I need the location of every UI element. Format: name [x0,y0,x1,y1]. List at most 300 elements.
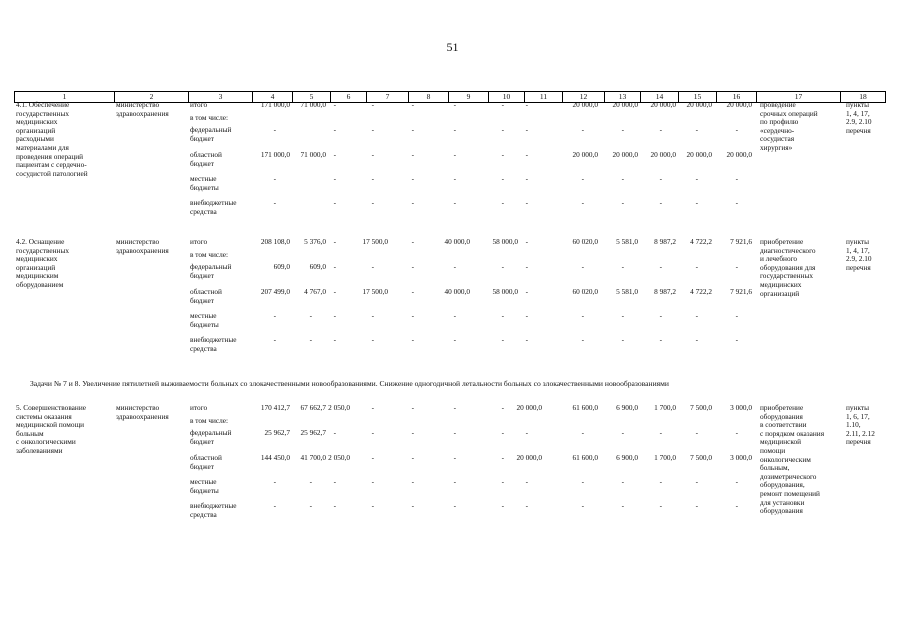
cell-regional-col-9: - [453,150,456,159]
row-3-name-line: с онкологическими [16,437,76,447]
row-2-executor-line: министерство [116,237,160,246]
cell-offbudget-col-6: - [333,335,336,344]
cell-offbudget-col-6: - [333,198,336,207]
cell-federal-col-8: - [411,428,414,437]
cell-local-col-14: - [659,311,662,320]
cell-local-col-6: - [333,477,336,486]
cell-offbudget-col-9: - [453,335,456,344]
cell-regional-col-16: 3 000,0 [730,453,752,462]
row-3-name-line: системы оказания [16,411,72,421]
cell-local-col-14: - [659,477,662,486]
sub-label-offbudget-line: средства [190,206,217,216]
cell-offbudget-col-8: - [411,198,414,207]
task-line: Задачи № 7 и 8. Увеличение пятилетней выживаемости больных со злокачественными новообразованиями. Снижение одногодичной летальности больных со злокачественными новообразованиями [30,379,669,388]
cell-regional-col-11: 20 000,0 [516,453,542,462]
row-2-result-line: организаций [760,288,800,298]
cell-regional-col-15: 4 722,2 [690,287,712,296]
sub-label-total: итого [190,403,208,412]
row-2-name-line: оборудованием [16,280,64,289]
cell-total-col-16: 20 000,0 [726,100,752,109]
header-cell-14: 14 [640,92,678,102]
cell-local-col-10: - [501,311,504,320]
row-3-result-line: оборудования, [760,480,805,490]
cell-federal-col-9: - [453,428,456,437]
sub-label-offbudget-line: внебюджетные [190,198,237,207]
row-3-result-line: с порядком оказания [760,428,825,438]
cell-offbudget-col-4: - [273,335,276,344]
sub-label-including: в том числе: [190,416,229,425]
cell-offbudget-col-10: - [501,335,504,344]
cell-local-col-14: - [659,174,662,183]
cell-regional-col-13: 6 900,0 [616,453,638,462]
cell-total-col-10: 58 000,0 [492,237,518,246]
cell-federal-col-4: - [273,125,276,134]
cell-local-col-10: - [501,477,504,486]
row-2-executor-line: здравоохранения [116,245,169,255]
cell-total-col-15: 4 722,2 [690,237,712,246]
cell-total-col-13: 6 900,0 [616,403,638,412]
cell-federal-col-8: - [411,125,414,134]
cell-regional-col-14: 8 987,2 [654,287,676,296]
cell-offbudget-col-8: - [411,501,414,510]
cell-offbudget-col-16: - [735,335,738,344]
row-3-result-line: для установки [760,497,805,507]
cell-total-col-7: 17 500,0 [362,237,388,246]
cell-local-col-8: - [411,311,414,320]
cell-total-col-13: 5 581,0 [616,237,638,246]
sub-label-offbudget-line: средства [190,509,217,519]
cell-regional-col-4: 207 499,0 [260,287,290,296]
sub-label-including: в том числе: [190,250,229,259]
cell-local-col-13: - [621,174,624,183]
cell-offbudget-col-11: - [525,335,528,344]
cell-total-col-4: 208 108,0 [260,237,290,246]
row-2-name-line: государственных [16,245,70,255]
cell-federal-col-9: - [453,262,456,271]
sub-label-local-line: местные [190,311,217,320]
page-number: 51 [446,40,459,54]
cell-regional-col-10: 58 000,0 [492,287,518,296]
sub-label-including: в том числе: [190,113,229,122]
cell-regional-col-6: - [333,150,336,159]
row-3-items-line: 1, 6, 17, [846,411,870,421]
cell-local-col-4: - [273,477,276,486]
row-3-name-line: 5. Совершенствование [16,403,86,412]
cell-total-col-12: 20 000,0 [572,100,598,109]
row-3-items-line: пункты [846,403,869,412]
sub-label-regional-line: бюджет [190,295,214,305]
cell-total-col-9: - [453,403,456,412]
cell-regional-col-14: 20 000,0 [650,150,676,159]
row-3-result-line: медицинской [760,437,802,447]
cell-federal-col-5: 609,0 [309,262,326,271]
cell-local-col-9: - [453,477,456,486]
cell-local-col-7: - [371,477,374,486]
header-cell-9: 9 [448,92,488,102]
cell-total-col-6: 2 050,0 [328,403,350,412]
header-cell-11: 11 [524,92,562,102]
cell-regional-col-7: 17 500,0 [362,287,388,296]
cell-regional-col-6: 2 050,0 [328,453,350,462]
cell-total-col-12: 60 020,0 [572,237,598,246]
header-cell-10: 10 [488,92,524,102]
cell-federal-col-13: - [621,125,624,134]
sub-label-offbudget-line: средства [190,343,217,353]
cell-local-col-16: - [735,174,738,183]
cell-regional-col-12: 60 020,0 [572,287,598,296]
header-cell-15: 15 [678,92,716,102]
row-1-executor-line: министерство [116,100,160,109]
cell-federal-col-6: - [333,428,336,437]
cell-offbudget-col-16: - [735,198,738,207]
cell-federal-col-13: - [621,428,624,437]
cell-regional-col-10: - [501,453,504,462]
cell-regional-col-8: - [411,287,414,296]
cell-total-col-16: 7 921,6 [730,237,752,246]
sub-label-regional-line: областной [190,287,222,296]
sub-label-federal-line: федеральный [190,262,232,271]
cell-regional-col-15: 20 000,0 [686,150,712,159]
cell-federal-col-14: - [659,428,662,437]
header-cell-1: 1 [14,92,114,102]
row-3-name-line: заболеваниями [16,446,63,455]
row-2-name-line: организаций [16,262,56,272]
row-2-name-line: медицинским [16,271,59,281]
cell-total-col-13: 20 000,0 [612,100,638,109]
cell-offbudget-col-13: - [621,501,624,510]
cell-offbudget-col-7: - [371,335,374,344]
sub-label-regional-line: областной [190,453,222,462]
cell-local-col-8: - [411,174,414,183]
cell-federal-col-16: - [735,125,738,134]
row-1-name-line: пациентам с сердечно- [16,160,87,170]
row-3-executor-line: министерство [116,403,160,412]
cell-offbudget-col-14: - [659,198,662,207]
cell-federal-col-8: - [411,262,414,271]
cell-local-col-15: - [695,477,698,486]
row-3-result-line: онкологическим [760,454,811,464]
row-2-result-line: приобретение [760,237,804,246]
cell-total-col-14: 20 000,0 [650,100,676,109]
cell-regional-col-9: 40 000,0 [444,287,470,296]
cell-federal-col-14: - [659,125,662,134]
cell-regional-col-5: 4 767,0 [304,287,326,296]
row-3-items-line: 2.11, 2.12 [846,428,875,438]
cell-federal-col-4: 25 962,7 [264,428,290,437]
cell-total-col-15: 20 000,0 [686,100,712,109]
header-cell-2: 2 [114,92,188,102]
row-1-items-line: 1, 4, 17, [846,108,870,118]
cell-offbudget-col-10: - [501,198,504,207]
cell-total-col-12: 61 600,0 [572,403,598,412]
row-1-name-line: проведения операций [16,151,84,161]
cell-total-col-5: 71 000,0 [300,100,326,109]
cell-regional-col-6: - [333,287,336,296]
sub-label-local-line: местные [190,174,217,183]
header-cell-4: 4 [252,92,292,102]
cell-regional-col-11: - [525,150,528,159]
row-1-result-line: хирургия» [760,143,793,152]
cell-regional-col-15: 7 500,0 [690,453,712,462]
cell-local-col-5: - [309,311,312,320]
sub-label-local-line: бюджеты [190,319,219,329]
row-2-items-line: 2.9, 2.10 [846,254,872,264]
row-3-result-line: оборудования [760,411,803,421]
cell-regional-col-13: 5 581,0 [616,287,638,296]
cell-total-col-10: - [501,100,504,109]
cell-local-col-9: - [453,174,456,183]
cell-offbudget-col-5: - [309,335,312,344]
row-3-result-line: ремонт помещений [760,489,820,498]
cell-local-col-11: - [525,477,528,486]
row-3-result-line: больным, [760,463,790,473]
row-2-items-line: 1, 4, 17, [846,245,870,255]
cell-regional-col-11: - [525,287,528,296]
cell-total-col-10: - [501,403,504,412]
cell-total-col-5: 67 662,7 [300,403,326,412]
cell-federal-col-7: - [371,125,374,134]
cell-federal-col-12: - [581,262,584,271]
row-3-result-line: оборудования [760,506,803,516]
row-1-result-line: сосудистая [760,134,795,144]
cell-local-col-6: - [333,311,336,320]
cell-total-col-5: 5 376,0 [304,237,326,246]
cell-local-col-12: - [581,174,584,183]
row-1-name-line: государственных [16,108,70,118]
cell-federal-col-11: - [525,125,528,134]
cell-federal-col-10: - [501,125,504,134]
cell-offbudget-col-9: - [453,198,456,207]
cell-total-col-7: - [371,403,374,412]
cell-offbudget-col-15: - [695,198,698,207]
cell-offbudget-col-11: - [525,198,528,207]
cell-regional-col-7: - [371,150,374,159]
cell-federal-col-11: - [525,428,528,437]
cell-total-col-15: 7 500,0 [690,403,712,412]
cell-federal-col-11: - [525,262,528,271]
row-2-name-line: 4.2. Оснащение [16,237,65,246]
row-1-name-line: сосудистой патологией [16,168,88,178]
row-1-items-line: пункты [846,100,869,109]
cell-total-col-11: - [525,237,528,246]
cell-total-col-16: 3 000,0 [730,403,752,412]
cell-federal-col-16: - [735,428,738,437]
cell-regional-col-12: 61 600,0 [572,453,598,462]
cell-local-col-15: - [695,174,698,183]
cell-federal-col-15: - [695,125,698,134]
header-cell-7: 7 [366,92,408,102]
header-cell-3: 3 [188,92,252,102]
row-1-result-line: срочных операций [760,108,818,118]
header-cell-17: 17 [756,92,840,102]
cell-local-col-13: - [621,477,624,486]
sub-label-offbudget-line: внебюджетные [190,501,237,510]
row-3-items-line: перечня [846,437,871,447]
cell-total-col-7: - [371,100,374,109]
cell-regional-col-12: 20 000,0 [572,150,598,159]
cell-local-col-5: - [309,477,312,486]
sub-label-local-line: бюджеты [190,182,219,192]
cell-total-col-4: 171 000,0 [260,100,290,109]
cell-offbudget-col-11: - [525,501,528,510]
cell-total-col-6: - [333,100,336,109]
cell-total-col-11: 20 000,0 [516,403,542,412]
cell-local-col-13: - [621,311,624,320]
cell-offbudget-col-12: - [581,335,584,344]
cell-federal-col-12: - [581,428,584,437]
cell-regional-col-5: 71 000,0 [300,150,326,159]
sub-label-total: итого [190,100,208,109]
sub-label-offbudget-line: внебюджетные [190,335,237,344]
cell-local-col-4: - [273,311,276,320]
header-cell-8: 8 [408,92,448,102]
row-3-result-line: приобретение [760,403,804,412]
cell-offbudget-col-4: - [273,501,276,510]
row-1-items-line: перечня [846,125,871,135]
row-1-executor-line: здравоохранения [116,108,169,118]
row-3-executor-line: здравоохранения [116,411,169,421]
cell-federal-col-14: - [659,262,662,271]
row-1-result-line: «сердечно- [760,125,795,135]
cell-offbudget-col-4: - [273,198,276,207]
cell-local-col-16: - [735,477,738,486]
cell-offbudget-col-15: - [695,501,698,510]
row-3-result-line: в соответствии [760,420,807,430]
cell-total-col-9: - [453,100,456,109]
cell-regional-col-13: 20 000,0 [612,150,638,159]
row-2-result-line: медицинских [760,280,802,289]
cell-offbudget-col-7: - [371,501,374,510]
cell-local-col-12: - [581,477,584,486]
cell-federal-col-6: - [333,262,336,271]
cell-total-col-4: 170 412,7 [260,403,290,412]
row-3-result-line: помощи [760,446,786,455]
row-3-name-line: больным [16,428,44,438]
cell-total-col-9: 40 000,0 [444,237,470,246]
cell-total-col-6: - [333,237,336,246]
header-cell-13: 13 [604,92,640,102]
cell-regional-col-14: 1 700,0 [654,453,676,462]
cell-federal-col-7: - [371,428,374,437]
header-cell-6: 6 [330,92,366,102]
cell-local-col-7: - [371,174,374,183]
cell-federal-col-9: - [453,125,456,134]
cell-federal-col-10: - [501,262,504,271]
cell-federal-col-10: - [501,428,504,437]
cell-offbudget-col-12: - [581,198,584,207]
sub-label-local-line: местные [190,477,217,486]
sub-label-federal-line: бюджет [190,133,214,143]
row-2-result-line: диагностического [760,245,816,255]
sub-label-federal-line: федеральный [190,125,232,134]
cell-offbudget-col-7: - [371,198,374,207]
row-1-name-line: расходными [16,134,54,144]
cell-federal-col-7: - [371,262,374,271]
cell-regional-col-5: 41 700,0 [300,453,326,462]
sub-label-local-line: бюджеты [190,485,219,495]
row-1-result-line: проведение [760,100,796,109]
row-1-name-line: материалами для [16,143,69,152]
header-cell-5: 5 [292,92,330,102]
cell-local-col-11: - [525,174,528,183]
row-2-items-line: пункты [846,237,869,246]
cell-local-col-11: - [525,311,528,320]
cell-offbudget-col-10: - [501,501,504,510]
cell-offbudget-col-9: - [453,501,456,510]
cell-offbudget-col-13: - [621,198,624,207]
cell-local-col-16: - [735,311,738,320]
cell-local-col-10: - [501,174,504,183]
cell-federal-col-13: - [621,262,624,271]
cell-local-col-12: - [581,311,584,320]
row-1-name-line: медицинских [16,117,58,127]
cell-local-col-7: - [371,311,374,320]
row-3-name-line: медицинской помощи [16,420,85,430]
cell-federal-col-16: - [735,262,738,271]
cell-regional-col-16: 7 921,6 [730,287,752,296]
row-2-result-line: и лечебного [760,254,798,264]
cell-total-col-8: - [411,237,414,246]
cell-offbudget-col-5: - [309,501,312,510]
cell-local-col-6: - [333,174,336,183]
cell-offbudget-col-15: - [695,335,698,344]
cell-local-col-15: - [695,311,698,320]
cell-federal-col-15: - [695,262,698,271]
cell-local-col-9: - [453,311,456,320]
cell-offbudget-col-13: - [621,335,624,344]
sub-label-federal-line: бюджет [190,436,214,446]
cell-federal-col-15: - [695,428,698,437]
row-2-name-line: медицинских [16,254,58,264]
cell-regional-col-10: - [501,150,504,159]
cell-regional-col-4: 171 000,0 [260,150,290,159]
cell-offbudget-col-8: - [411,335,414,344]
sub-label-regional-line: бюджет [190,158,214,168]
row-3-result-line: дозиметрического [760,471,817,481]
sub-label-federal-line: федеральный [190,428,232,437]
sub-label-regional-line: бюджет [190,461,214,471]
cell-total-col-14: 8 987,2 [654,237,676,246]
cell-regional-col-16: 20 000,0 [726,150,752,159]
header-cell-12: 12 [562,92,604,102]
cell-regional-col-8: - [411,453,414,462]
cell-total-col-14: 1 700,0 [654,403,676,412]
cell-federal-col-4: 609,0 [273,262,290,271]
row-1-result-line: по профилю [760,117,799,127]
cell-local-col-8: - [411,477,414,486]
cell-local-col-4: - [273,174,276,183]
cell-regional-col-9: - [453,453,456,462]
cell-regional-col-8: - [411,150,414,159]
sub-label-regional-line: областной [190,150,222,159]
cell-federal-col-5: 25 962,7 [300,428,326,437]
row-2-items-line: перечня [846,262,871,272]
sub-label-federal-line: бюджет [190,270,214,280]
cell-offbudget-col-16: - [735,501,738,510]
row-2-result-line: государственных [760,271,814,281]
row-1-items-line: 2.9, 2.10 [846,117,872,127]
row-3-items-line: 1.10, [846,420,861,430]
cell-offbudget-col-6: - [333,501,336,510]
cell-regional-col-4: 144 450,0 [260,453,290,462]
row-1-name-line: организаций [16,125,56,135]
header-cell-18: 18 [840,92,886,102]
cell-total-col-8: - [411,403,414,412]
cell-total-col-11: - [525,100,528,109]
row-1-name-line: 4.1. Обеспечение [16,100,70,109]
cell-total-col-8: - [411,100,414,109]
cell-offbudget-col-12: - [581,501,584,510]
